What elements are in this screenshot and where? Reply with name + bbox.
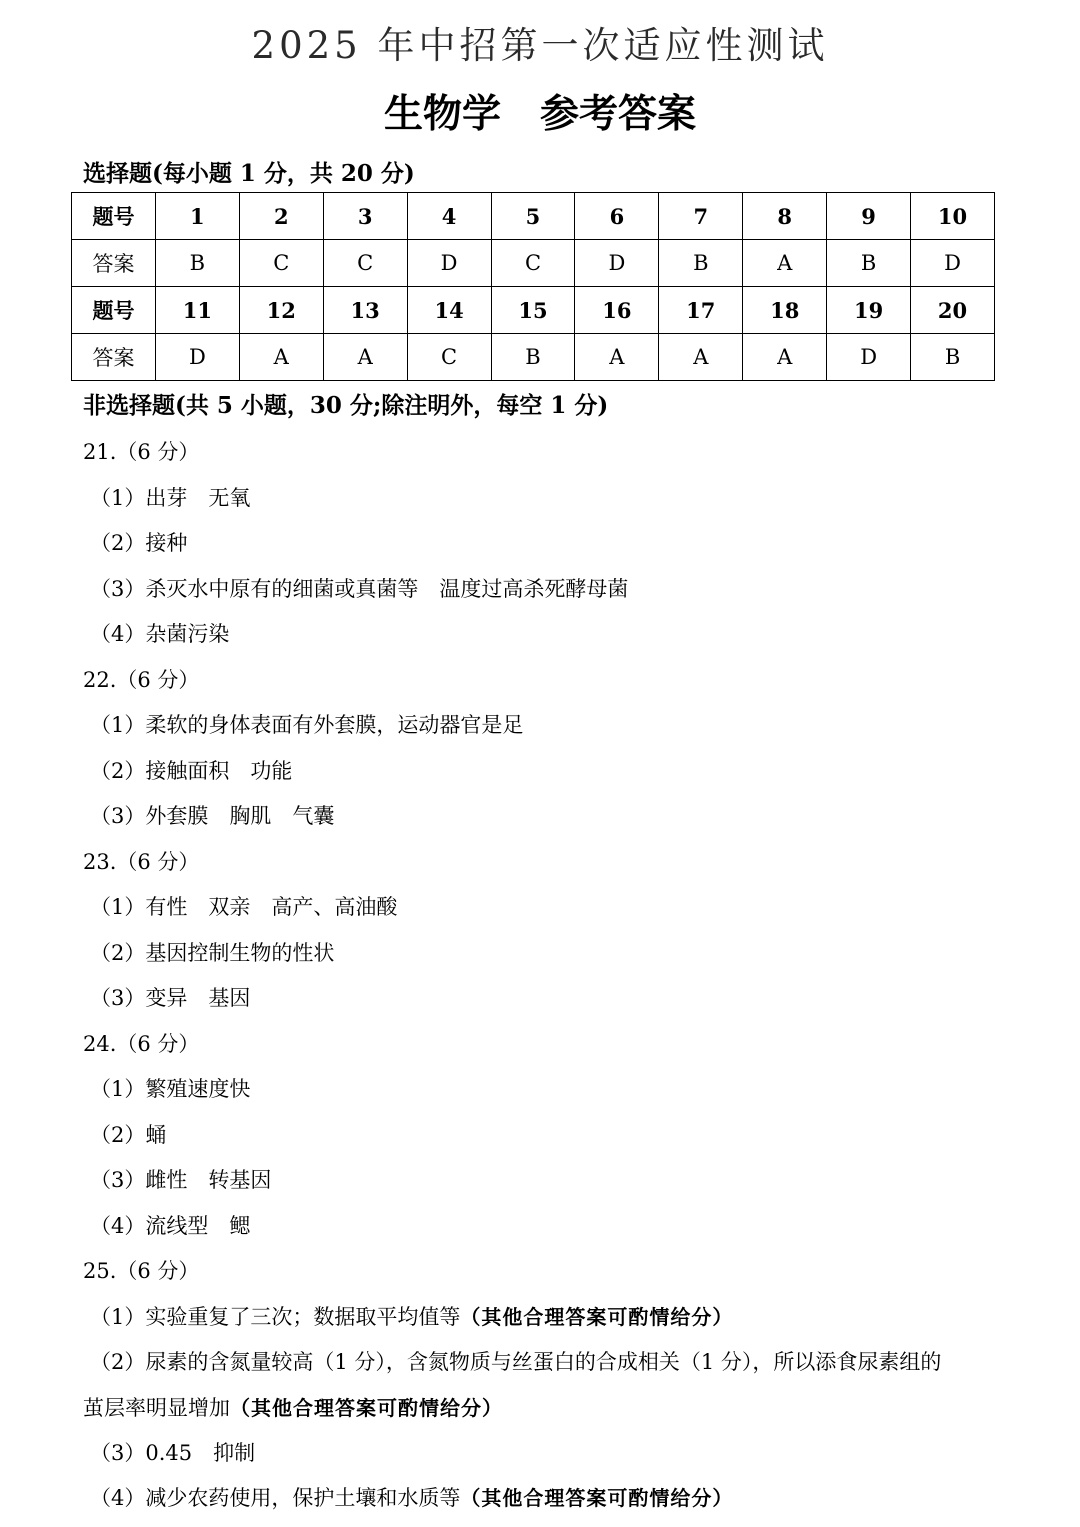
scoring-note: （其他合理答案可酌情给分） bbox=[460, 1305, 734, 1329]
scoring-note: （其他合理答案可酌情给分） bbox=[230, 1396, 503, 1420]
ans-cell: D bbox=[827, 334, 911, 381]
num-cell: 10 bbox=[911, 193, 995, 240]
ans-cell: A bbox=[323, 334, 407, 381]
num-cell: 8 bbox=[743, 193, 827, 240]
num-label-cell: 题号 bbox=[72, 193, 156, 240]
answer-line: （1）繁殖速度快 bbox=[90, 1077, 251, 1101]
answer-line: （1）有性 双亲 高产、高油酸 bbox=[90, 895, 398, 919]
answer-line: （2）接种 bbox=[90, 531, 188, 555]
num-cell: 4 bbox=[407, 193, 491, 240]
num-cell: 7 bbox=[659, 193, 743, 240]
answer-line: （2）尿素的含氮量较高（1 分），含氮物质与丝蛋白的合成相关（1 分），所以添食尿素组的 bbox=[90, 1350, 942, 1374]
answer-line: （2）接触面积 功能 bbox=[90, 759, 293, 783]
ans-label-cell: 答案 bbox=[72, 334, 156, 381]
ans-cell: C bbox=[491, 240, 575, 287]
answer-line bbox=[90, 1482, 733, 1514]
question-title: 22.（6 分） bbox=[83, 668, 200, 692]
answer-line: （1）柔软的身体表面有外套膜，运动器官是足 bbox=[90, 713, 524, 737]
answer-text: （1）实验重复了三次；数据取平均值等 bbox=[90, 1305, 461, 1329]
num-cell: 12 bbox=[239, 287, 323, 334]
ans-cell: B bbox=[827, 240, 911, 287]
answer-line-continued bbox=[83, 1392, 503, 1424]
ans-cell: A bbox=[575, 334, 659, 381]
document-subtitle: 生物学 参考答案 bbox=[383, 91, 696, 137]
ans-cell: C bbox=[407, 334, 491, 381]
ans-cell: B bbox=[911, 334, 995, 381]
answer-text: （4）减少农药使用，保护土壤和水质等 bbox=[90, 1486, 461, 1510]
choice-section-heading: 选择题(每小题 1 分，共 20 分) bbox=[83, 160, 415, 187]
ans-cell: A bbox=[659, 334, 743, 381]
answer-line: （3）雌性 转基因 bbox=[90, 1168, 272, 1192]
ans-cell: B bbox=[491, 334, 575, 381]
num-cell: 11 bbox=[155, 287, 239, 334]
ans-cell: D bbox=[575, 240, 659, 287]
ans-cell: B bbox=[155, 240, 239, 287]
table-row-numbers-1 bbox=[72, 193, 995, 240]
num-cell: 3 bbox=[323, 193, 407, 240]
nonchoice-section-heading: 非选择题(共 5 小题，30 分;除注明外，每空 1 分) bbox=[83, 392, 609, 419]
num-cell: 14 bbox=[407, 287, 491, 334]
ans-cell: A bbox=[239, 334, 323, 381]
ans-cell: A bbox=[743, 240, 827, 287]
ans-cell: D bbox=[155, 334, 239, 381]
answer-line: （3）变异 基因 bbox=[90, 986, 251, 1010]
ans-cell: D bbox=[407, 240, 491, 287]
answer-line: （2）基因控制生物的性状 bbox=[90, 941, 335, 965]
answer-table bbox=[71, 192, 995, 381]
ans-cell: B bbox=[659, 240, 743, 287]
exam-title: 2025 年中招第一次适应性测试 bbox=[251, 24, 829, 67]
num-cell: 2 bbox=[239, 193, 323, 240]
num-cell: 20 bbox=[911, 287, 995, 334]
num-cell: 1 bbox=[155, 193, 239, 240]
num-cell: 15 bbox=[491, 287, 575, 334]
answer-line: （2）蛹 bbox=[90, 1123, 167, 1147]
ans-label-cell: 答案 bbox=[72, 240, 156, 287]
table-row-numbers-2 bbox=[72, 287, 995, 334]
num-cell: 5 bbox=[491, 193, 575, 240]
answer-line: （3）外套膜 胸肌 气囊 bbox=[90, 804, 335, 828]
question-title: 21.（6 分） bbox=[83, 440, 200, 464]
question-title: 25.（6 分） bbox=[83, 1259, 200, 1283]
ans-cell: A bbox=[743, 334, 827, 381]
num-cell: 9 bbox=[827, 193, 911, 240]
ans-cell: D bbox=[911, 240, 995, 287]
num-cell: 17 bbox=[659, 287, 743, 334]
num-cell: 18 bbox=[743, 287, 827, 334]
question-title: 24.（6 分） bbox=[83, 1032, 200, 1056]
table-row-answers-2 bbox=[72, 334, 995, 381]
num-cell: 19 bbox=[827, 287, 911, 334]
ans-cell: C bbox=[323, 240, 407, 287]
answer-line: （3）杀灭水中原有的细菌或真菌等 温度过高杀死酵母菌 bbox=[90, 577, 629, 601]
num-cell: 16 bbox=[575, 287, 659, 334]
answer-line bbox=[90, 1301, 733, 1333]
answer-line: （3）0.45 抑制 bbox=[90, 1441, 256, 1465]
answer-line: （4）流线型 鳃 bbox=[90, 1214, 251, 1238]
table-row-answers-1 bbox=[72, 240, 995, 287]
question-title: 23.（6 分） bbox=[83, 850, 200, 874]
num-label-cell: 题号 bbox=[72, 287, 156, 334]
answer-text: 茧层率明显增加 bbox=[83, 1396, 230, 1420]
num-cell: 6 bbox=[575, 193, 659, 240]
answer-line: （1）出芽 无氧 bbox=[90, 486, 251, 510]
scoring-note: （其他合理答案可酌情给分） bbox=[460, 1486, 734, 1510]
answer-line: （4）杂菌污染 bbox=[90, 622, 230, 646]
num-cell: 13 bbox=[323, 287, 407, 334]
ans-cell: C bbox=[239, 240, 323, 287]
